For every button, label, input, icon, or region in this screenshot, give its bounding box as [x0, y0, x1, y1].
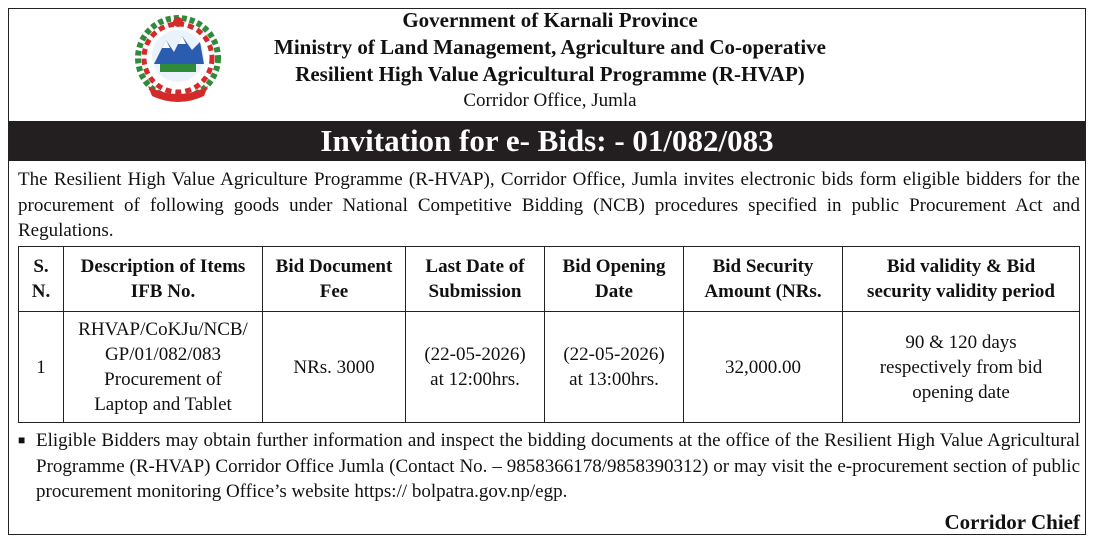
cell-opening-date: (22-05-2026) at 13:00hrs.: [545, 312, 684, 423]
header-validity: Bid validity & Bid security validity period: [843, 247, 1080, 312]
cell-validity: 90 & 120 days respectively from bid opening date: [843, 312, 1080, 423]
government-name: Government of Karnali Province: [402, 8, 698, 32]
note-text: Eligible Bidders may obtain further information and inspect the bidding documents at the office of the Resilient High Value Agricultural Programme (R-HVAP) Corridor Office Jumla (Contact No. – 9858366178/9858390312) or may visit the e-procurement section of public procurement monitoring Office’s website https:// bolpatra.gov.np/egp.: [36, 430, 1080, 502]
header-bid-security: Bid Security Amount (NRs.: [684, 247, 843, 312]
office-name: Corridor Office, Jumla: [463, 90, 637, 111]
header-description: Description of Items IFB No.: [64, 247, 263, 312]
cell-document-fee: NRs. 3000: [263, 312, 406, 423]
ministry-name: Ministry of Land Management, Agriculture and Co-operative: [274, 35, 826, 59]
header-sn: S. N.: [19, 247, 64, 312]
bullet-square-icon: ■: [18, 433, 26, 447]
header-last-date: Last Date of Submission: [406, 247, 545, 312]
bid-table: [18, 246, 1080, 423]
notice-title: Invitation for e- Bids: - 01/082/083: [9, 121, 1085, 161]
programme-name: Resilient High Value Agricultural Programme (R-HVAP): [295, 62, 805, 86]
note-item: [18, 428, 1080, 505]
cell-last-date: (22-05-2026) at 12:00hrs.: [406, 312, 545, 423]
header-opening-date: Bid Opening Date: [545, 247, 684, 312]
header-document-fee: Bid Document Fee: [263, 247, 406, 312]
cell-sn: 1: [19, 312, 64, 423]
nepal-emblem-logo: [130, 12, 226, 108]
cell-description: RHVAP/CoKJu/NCB/ GP/01/082/083 Procurement of Laptop and Tablet: [64, 312, 263, 423]
signature: Corridor Chief: [944, 510, 1080, 534]
table-header-row: [19, 247, 1080, 312]
table-row: [19, 312, 1080, 423]
intro-paragraph: The Resilient High Value Agriculture Programme (R-HVAP), Corridor Office, Jumla invites electronic bids form eligible bidders for the procurement of following goods under National Competitive Bidding (NCB) procedures specified in public Procurement Act and Regulations.: [18, 169, 1080, 241]
cell-bid-security: 32,000.00: [684, 312, 843, 423]
